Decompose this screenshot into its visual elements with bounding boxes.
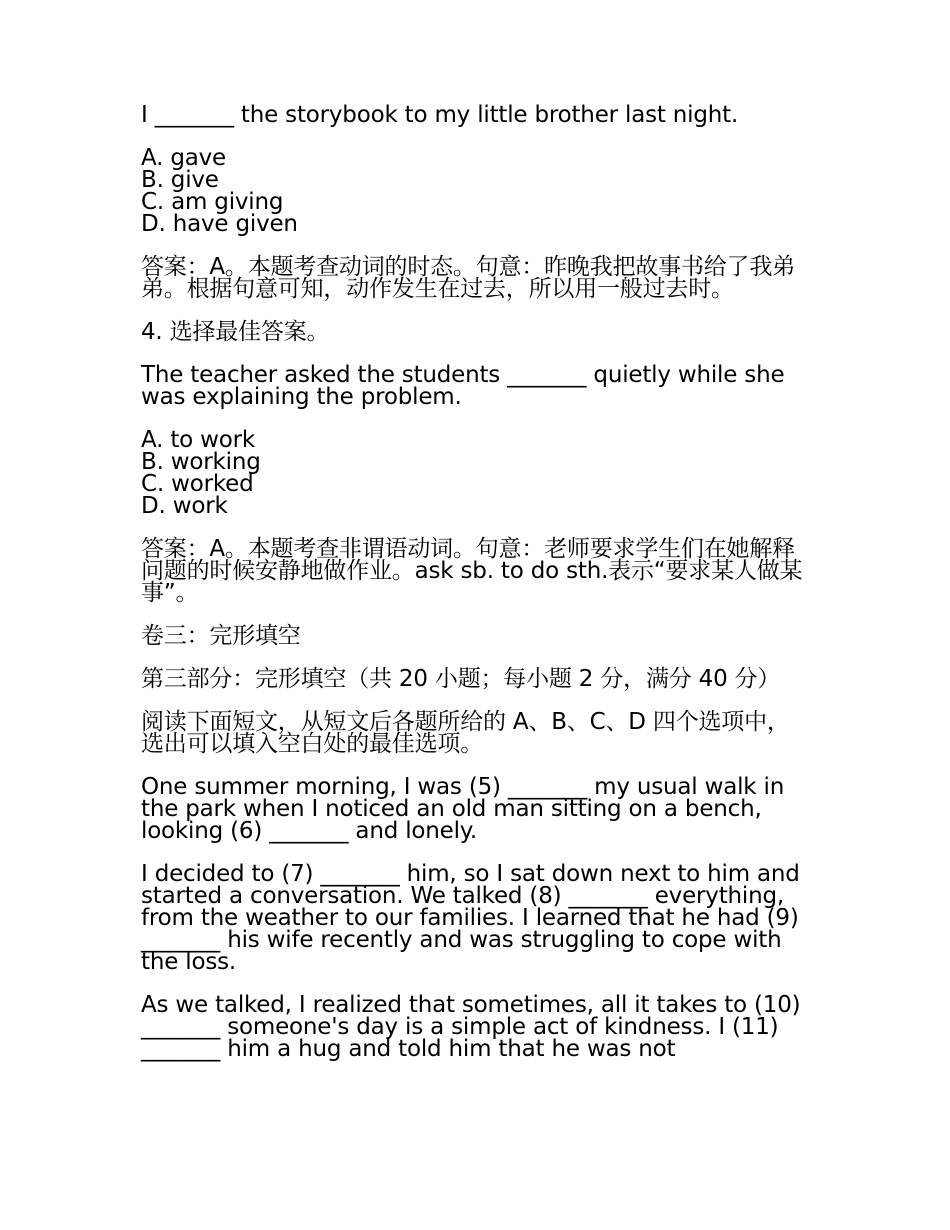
question-3-option-c: C. am giving	[141, 189, 284, 215]
question-3-option-d: D. have given	[141, 211, 298, 237]
question-3-options	[141, 147, 809, 235]
document-page	[141, 104, 809, 1081]
question-4-answer: 答案：A。本题考查非谓语动词。句意：老师要求学生们在她解释问题的时候安静地做作业。ask sb. to do sth.表示“要求某人做某事”。	[141, 536, 803, 606]
question-3-option-a: A. gave	[141, 145, 227, 171]
question-4-option-a: A. to work	[141, 427, 256, 453]
question-4-option-b: B. working	[141, 449, 261, 475]
question-4-options	[141, 429, 809, 517]
question-4-option-d: D. work	[141, 493, 228, 519]
question-3-option-b: B. give	[141, 167, 219, 193]
passage-paragraph-2: I decided to (7) _______ him, so I sat down next to him and started a conversation. We talked (8) _______ everything, from the weather to our families. I learned that he had (9) _______ his wife recently and was struggling to cope with the loss.	[141, 861, 800, 975]
question-4-option-c: C. worked	[141, 471, 254, 497]
question-3-stem: I _______ the storybook to my little brother last night.	[141, 102, 739, 128]
question-3-answer: 答案：A。本题考查动词的时态。句意：昨晚我把故事书给了我弟弟。根据句意可知，动作发生在过去，所以用一般过去时。	[141, 254, 795, 302]
part-title: 第三部分：完形填空（共 20 小题；每小题 2 分，满分 40 分）	[141, 666, 781, 692]
passage-paragraph-3: As we talked, I realized that sometimes, all it takes to (10) _______ someone's day is a simple act of kindness. I (11) _______ him a hug and told him that he was not	[141, 992, 801, 1062]
question-4-heading: 4. 选择最佳答案。	[141, 319, 330, 345]
section-title: 卷三：完形填空	[141, 623, 301, 649]
question-4-stem: The teacher asked the students _______ quietly while she was explaining the problem.	[141, 362, 785, 410]
passage-paragraph-1: One summer morning, I was (5) _______ my usual walk in the park when I noticed an old man sitting on a bench, looking (6) _______ and lonely.	[141, 774, 785, 844]
cloze-instructions: 阅读下面短文，从短文后各题所给的 A、B、C、D 四个选项中，选出可以填入空白处的最佳选项。	[141, 709, 790, 757]
